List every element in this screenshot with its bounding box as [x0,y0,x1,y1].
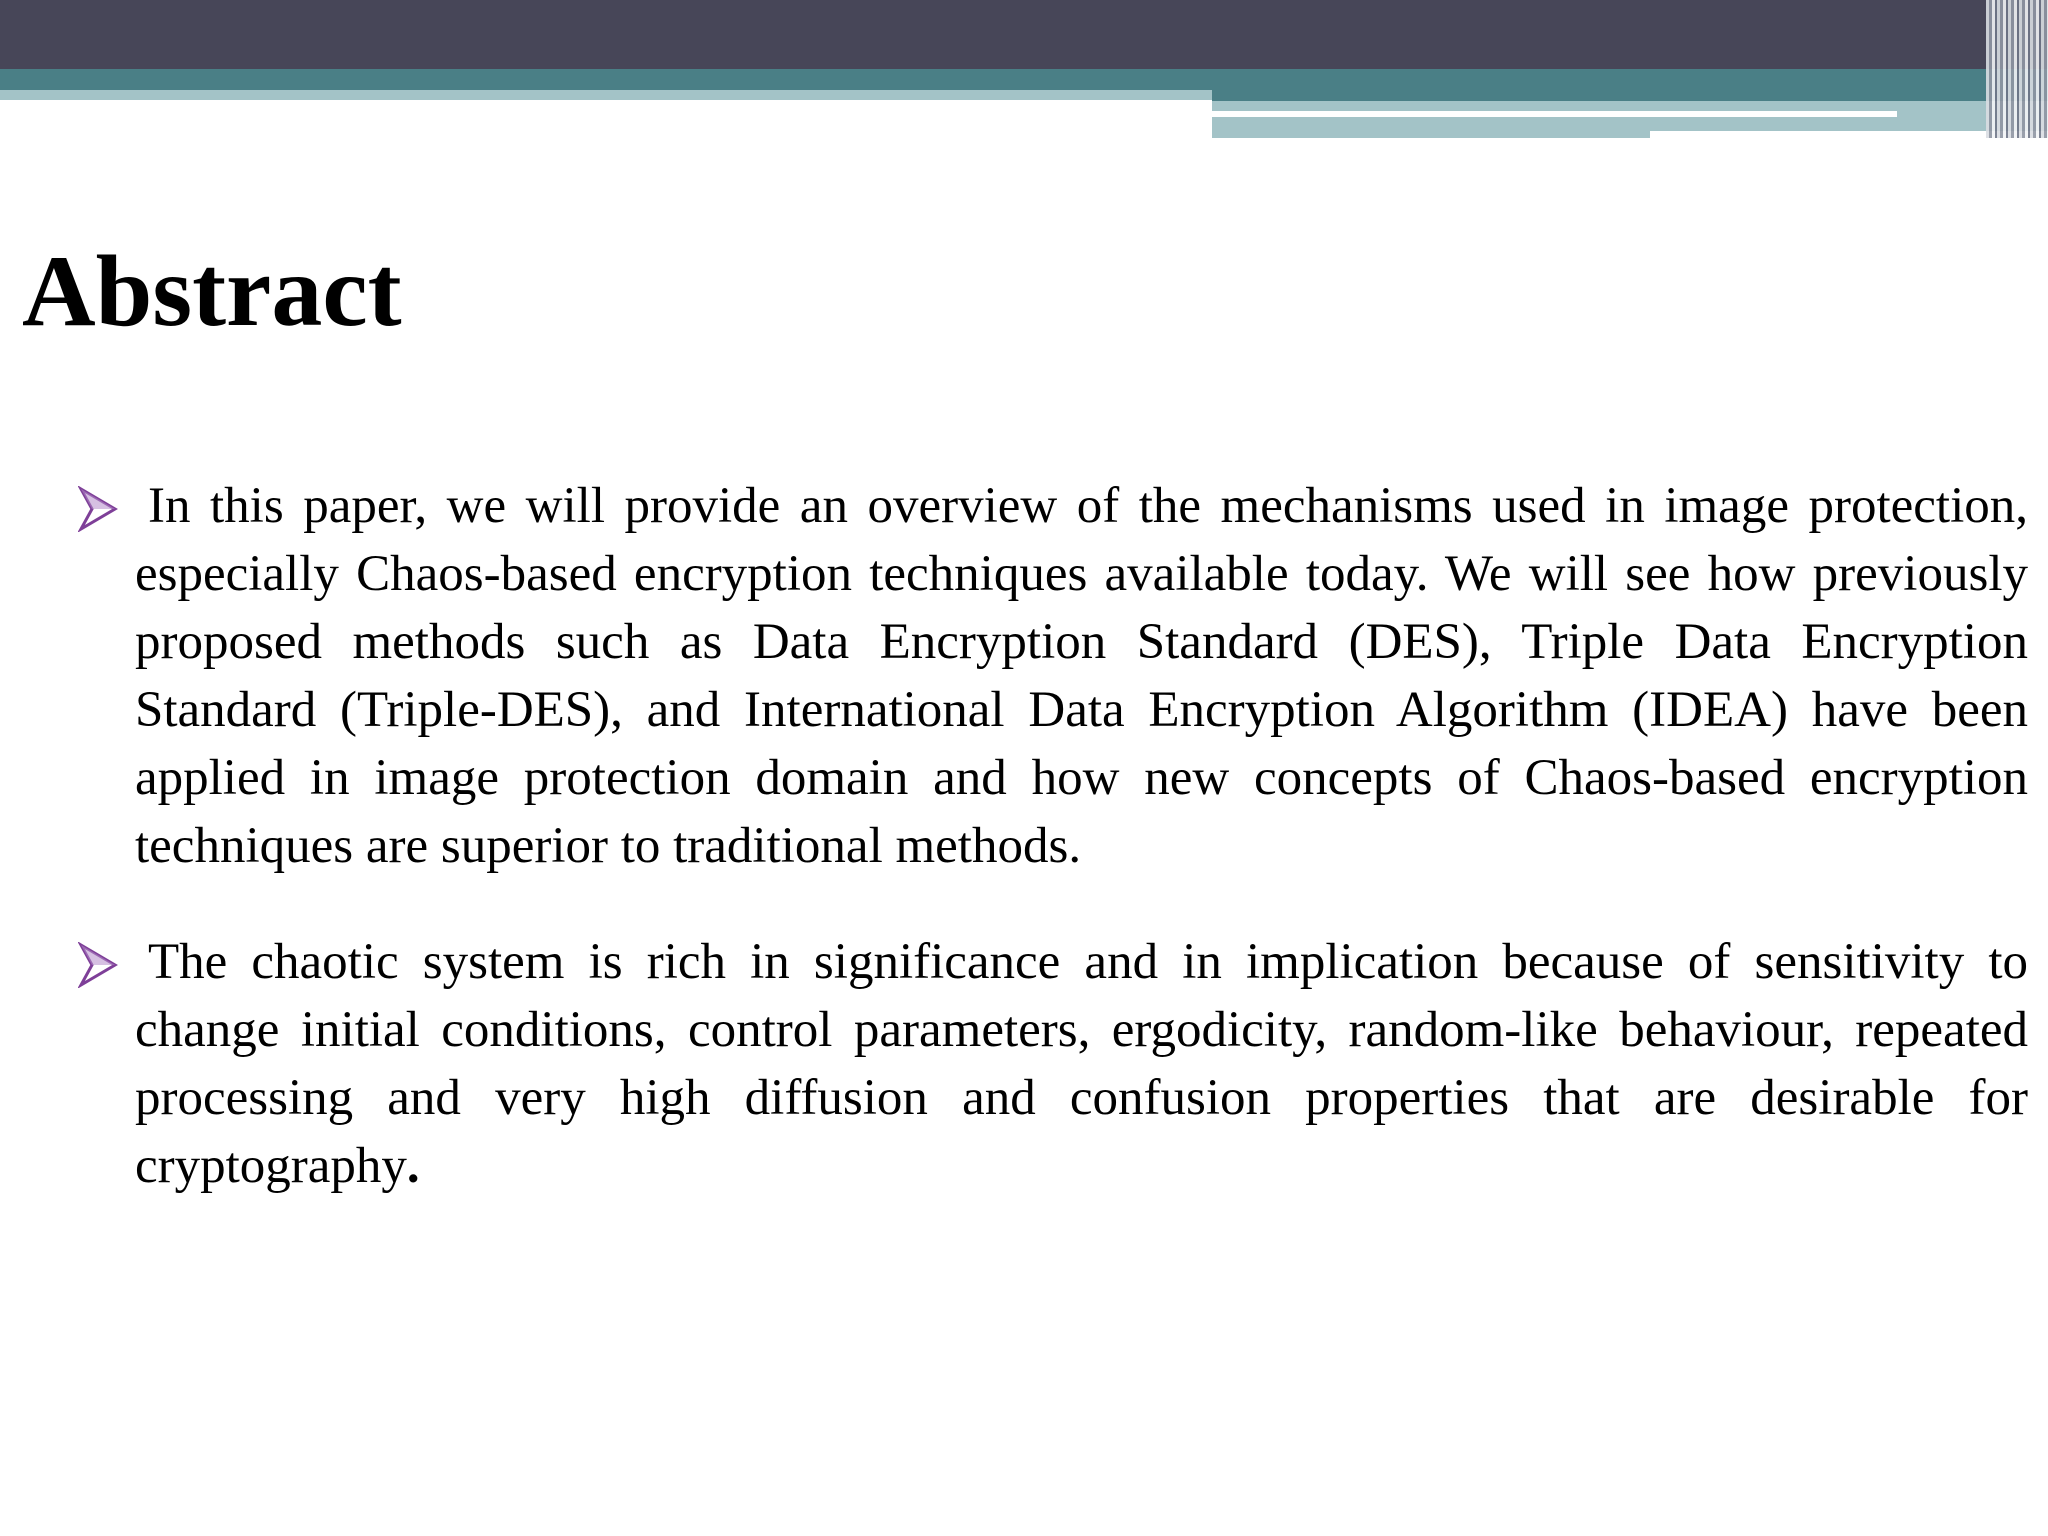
bullet-list [78,472,2028,1248]
header-light-band-left [0,90,1212,100]
bullet-end-mark: . [406,1138,420,1194]
header-white-line [1212,111,1897,117]
header-teal-band-left [0,69,1212,90]
bullet-text-content: In this paper, we will provide an overview of the mechanisms used in image protection, especially Chaos-based encryption techniques available today. We will see how previously proposed methods such as Data Encryption Standard (DES), Triple Data Encryption Standard (Triple-DES), and International Data Encryption Algorithm (IDEA) have been applied in image protection domain and how new concepts of Chaos-based encryption techniques are superior to traditional methods. [135,478,2028,874]
bullet-text [135,928,2028,1200]
bullet-text-content: The chaotic system is rich in significance and in implication because of sensitivity to change initial conditions, control parameters, ergodicity, random-like behaviour, repeated processing and very high diffusion and confusion properties that are desirable for cryptography [135,934,2028,1194]
header-stripe-decoration [1986,0,2048,138]
bullet-item [78,928,2028,1200]
bullet-item [78,472,2028,880]
header-dark-band [0,0,2048,69]
header-teal-band-right [1212,69,2048,101]
slide-title: Abstract [22,235,402,348]
arrow-bullet-icon [78,486,118,532]
arrow-bullet-icon [78,942,118,988]
bullet-text [135,472,2028,880]
